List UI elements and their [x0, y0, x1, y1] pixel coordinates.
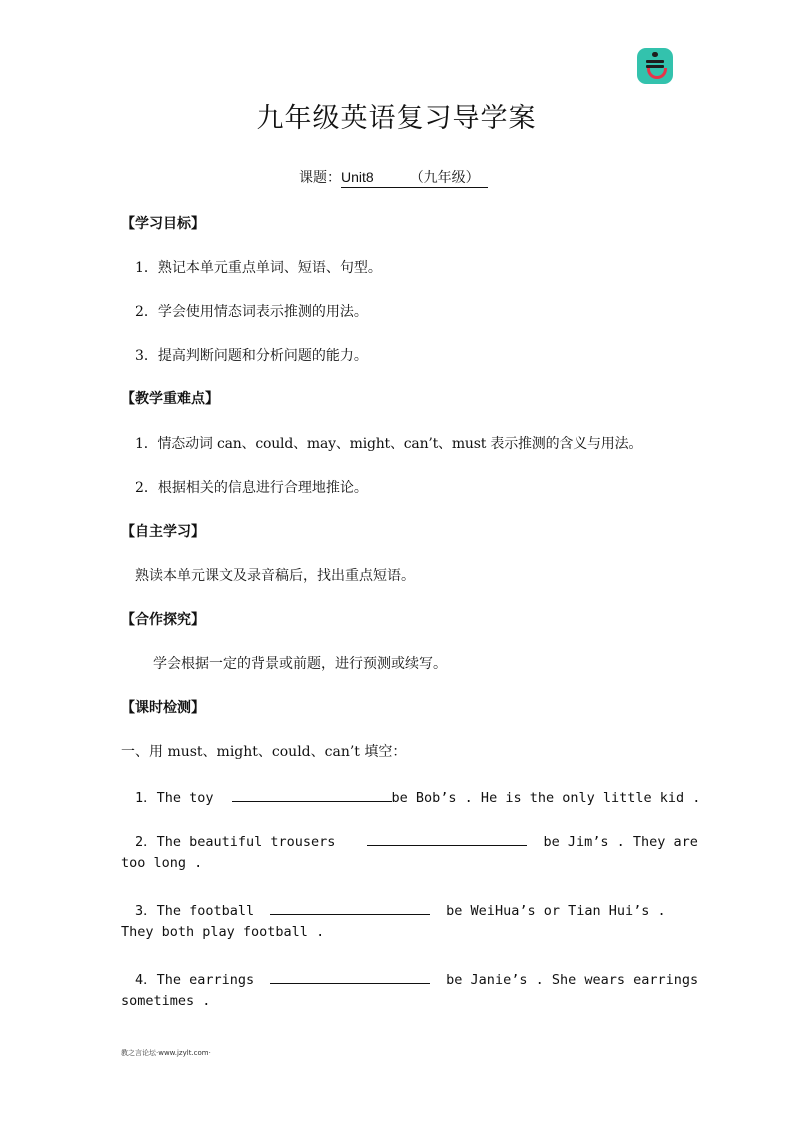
self-study-text: 熟读本单元课文及录音稿后，找出重点短语。 [135, 568, 415, 584]
logo-bar [646, 60, 664, 63]
goal-item: 2．学会使用情态词表示推测的用法。 [135, 304, 368, 320]
question-2 [135, 830, 698, 850]
subject-label: 课题： [299, 170, 341, 186]
logo-dot [652, 52, 658, 57]
answer-blank-1[interactable] [232, 787, 392, 802]
question-2-start: 2．The beautiful trousers [135, 834, 336, 850]
self-study-heading: 【自主学习】 [121, 524, 205, 540]
answer-blank-3[interactable] [270, 900, 430, 915]
goal-item: 1．熟记本单元重点单词、短语、句型。 [135, 260, 382, 276]
test-instruction: 一、用 must、might、could、can’t 填空： [121, 744, 407, 760]
question-3-continued: They both play football . [121, 924, 325, 940]
question-1 [135, 786, 700, 806]
question-4 [135, 968, 698, 988]
footer-text: 教之言论坛·www.jzylt.com· [121, 1049, 211, 1057]
question-4-continued: sometimes . [121, 993, 211, 1009]
question-3-end: be WeiHua’s or Tian Hui’s . [446, 903, 666, 919]
key-points-heading: 【教学重难点】 [121, 391, 219, 407]
key-point-item: 1．情态动词 can、could、may、might、can’t、must 表示推测的含义与用法。 [135, 436, 643, 452]
question-1-start: 1．The toy [135, 790, 214, 806]
question-1-end: be Bob’s . He is the only little kid . [391, 790, 701, 806]
cooperation-heading: 【合作探究】 [121, 612, 205, 628]
logo-smile [647, 68, 667, 79]
question-4-start: 4．The earrings [135, 972, 255, 988]
question-3 [135, 899, 666, 919]
goals-heading: 【学习目标】 [121, 216, 205, 232]
logo-icon [637, 48, 673, 84]
subject-value [341, 167, 488, 188]
answer-blank-4[interactable] [270, 969, 430, 984]
subject-grade: （九年级） [409, 170, 480, 186]
test-heading: 【课时检测】 [121, 700, 205, 716]
cooperation-text: 学会根据一定的背景或前题，进行预测或续写。 [153, 656, 447, 672]
key-point-item: 2．根据相关的信息进行合理地推论。 [135, 480, 368, 496]
question-4-end: be Janie’s . She wears earrings [446, 972, 699, 988]
subject-unit: Unit8 [341, 169, 374, 185]
question-3-start: 3．The football [135, 903, 255, 919]
question-2-end: be Jim’s . They are [543, 834, 698, 850]
subject-line [299, 167, 488, 188]
answer-blank-2[interactable] [367, 831, 527, 846]
goal-item: 3．提高判断问题和分析问题的能力。 [135, 348, 368, 364]
question-2-continued: too long . [121, 855, 203, 871]
page-title: 九年级英语复习导学案 [256, 103, 537, 134]
